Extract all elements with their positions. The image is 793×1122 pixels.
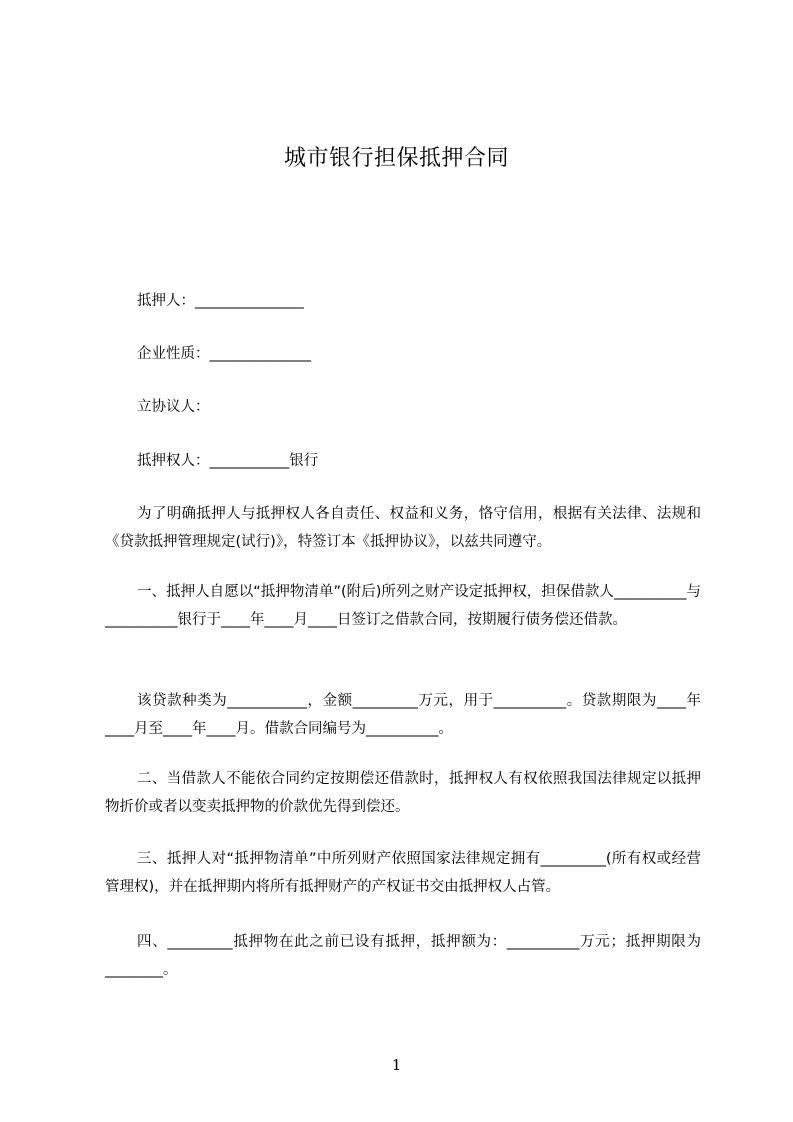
clause-1-paragraph: 一、抵押人自愿以“抵押物清单”(附后)所列之财产设定抵押权，担保借款人__________与__________银行于____年____月____日签订之借款合同，按期履行债务偿还借款。 xyxy=(105,584,701,628)
intro-paragraph: 为了明确抵押人与抵押权人各自责任、权益和义务，恪守信用，根据有关法律、法规和《贷款抵押管理规定(试行)》，特签订本《抵押协议》，以兹共同遵守。 xyxy=(105,506,701,550)
page-number: 1 xyxy=(391,1056,402,1074)
agreement-party-field: 立协议人： xyxy=(137,399,210,415)
clause-4-paragraph: 四、_________抵押物在此之前已设有抵押，抵押额为：__________万元；抵押期限为________。 xyxy=(105,934,701,978)
enterprise-nature-field: 企业性质：______________ xyxy=(137,346,311,362)
mortgagee-field: 抵押权人：___________银行 xyxy=(137,453,319,469)
clause-2-paragraph: 二、当借款人不能依合同约定按期偿还借款时，抵押权人有权依照我国法律规定以抵押物折价或者以变卖抵押物的价款优先得到偿还。 xyxy=(105,771,701,815)
mortgagor-field: 抵押人：_______________ xyxy=(137,293,304,309)
clause-1-loan-paragraph: 该贷款种类为___________，金额_________万元，用于__________。贷款期限为____年____月至____年____月。借款合同编号为__________。 xyxy=(105,693,701,737)
document-title: 城市银行担保抵押合同 xyxy=(283,146,509,171)
clause-3-paragraph: 三、抵押人对“抵押物清单”中所列财产依照国家法律规定拥有_________(所有权或经营管理权)，并在抵押期内将所有抵押财产的产权证书交由抵押权人占管。 xyxy=(105,851,701,895)
